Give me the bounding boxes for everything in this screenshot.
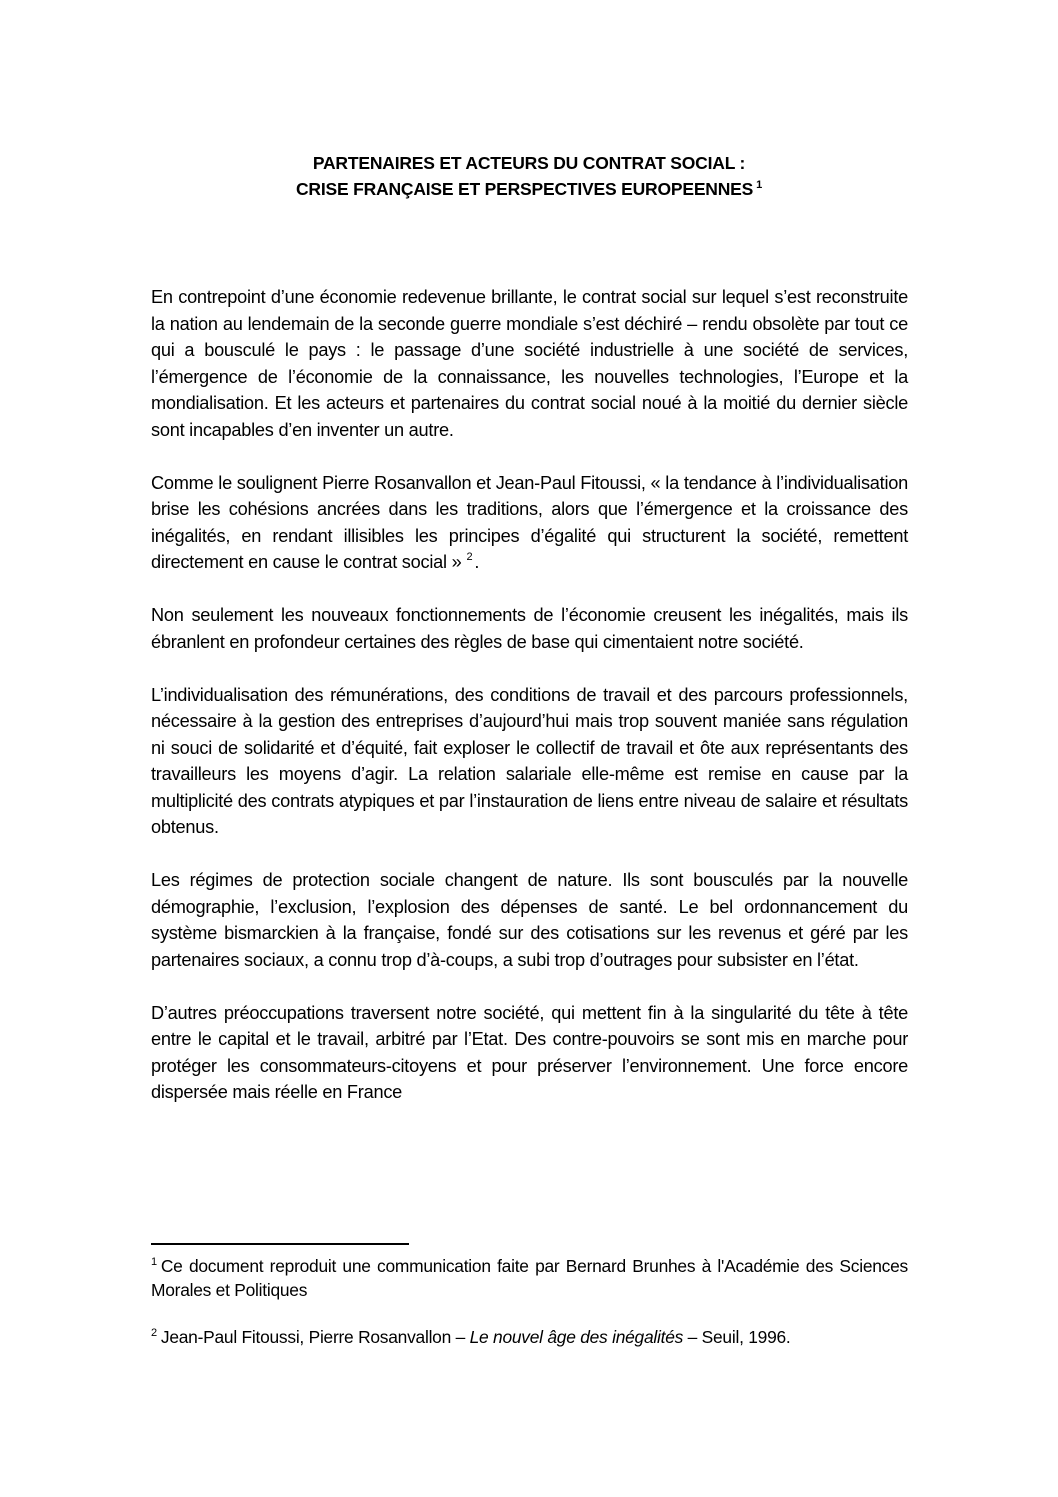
title-line-2 — [0, 176, 1058, 202]
footnote-1 — [151, 1254, 908, 1302]
title-line-2-text: CRISE FRANÇAISE ET PERSPECTIVES EUROPEENNES — [295, 179, 754, 199]
paragraph-2-end: . — [474, 552, 480, 572]
title-footnote-ref[interactable]: 1 — [756, 179, 763, 191]
paragraph-5: Les régimes de protection sociale changent de nature. Ils sont bousculés par la nouvelle démographie, l’exclusion, l’explosion des dépenses de santé. Le bel ordonnancement du système bismarckien à la française, fondé sur des cotisations sur les revenus et géré par les partenaires sociaux, a connu trop d’à-coups, a subi trop d’outrages pour subsister en l’état. — [151, 870, 908, 970]
footnote-1-number: 1 — [151, 1256, 157, 1268]
footnote-ref-2[interactable]: 2 — [466, 551, 473, 563]
footnote-2-book-title: Le nouvel âge des inégalités — [469, 1327, 684, 1347]
footnote-2-publisher: – Seuil, 1996. — [683, 1327, 791, 1347]
title-line-1: PARTENAIRES ET ACTEURS DU CONTRAT SOCIAL : — [312, 153, 746, 173]
footnote-2-number: 2 — [151, 1327, 157, 1339]
footnote-divider — [151, 1243, 409, 1245]
paragraph-2-text: Comme le soulignent Pierre Rosanvallon et Jean-Paul Fitoussi, « la tendance à l’individualisation brise les cohésions ancrées dans les traditions, alors que l’émergence et la croissance des inégalités, en rendant illisibles les principes d’égalité qui structurent la société, remettent directement en cause le contrat social » — [151, 472, 908, 572]
footnotes-section — [151, 1254, 908, 1372]
document-title — [0, 150, 1058, 202]
footnote-1-text: Ce document reproduit une communication faite par Bernard Brunhes à l'Académie des Sciences Morales et Politiques — [151, 1256, 908, 1300]
footnote-2 — [151, 1325, 908, 1349]
document-body — [151, 284, 908, 1132]
paragraph-3: Non seulement les nouveaux fonctionnements de l’économie creusent les inégalités, mais ils ébranlent en profondeur certaines des règles de base qui cimentaient notre société. — [151, 605, 908, 652]
paragraph-1: En contrepoint d’une économie redevenue brillante, le contrat social sur lequel s’est reconstruite la nation au lendemain de la seconde guerre mondiale s’est déchiré – rendu obsolète par tout ce qui a bousculé le pays : le passage d’une société industrielle à une société de services, l’émergence de l’économie de la connaissance, les nouvelles technologies, l’Europe et la mondialisation. Et les acteurs et partenaires du contrat social noué à la moitié du dernier siècle sont incapables d’en inventer un autre. — [151, 287, 908, 440]
paragraph-2 — [151, 470, 908, 576]
paragraph-6: D’autres préoccupations traversent notre société, qui mettent fin à la singularité du tête à tête entre le capital et le travail, arbitré par l’Etat. Des contre-pouvoirs se sont mis en marche pour protéger les consommateurs-citoyens et pour préserver l’environnement. Une force encore dispersée mais réelle en France — [151, 1002, 908, 1102]
footnote-2-authors: Jean-Paul Fitoussi, Pierre Rosanvallon – — [160, 1327, 470, 1347]
paragraph-4: L’individualisation des rémunérations, des conditions de travail et des parcours professionnels, nécessaire à la gestion des entreprises d’aujourd’hui mais trop souvent maniée sans régulation ni souci de solidarité et d’équité, fait exploser le collectif de travail et ôte aux représentants des travailleurs les moyens d’agir. La relation salariale elle-même est remise en cause par la multiplicité des contrats atypiques et par l’instauration de liens entre niveau de salaire et résultats obtenus. — [151, 684, 908, 837]
